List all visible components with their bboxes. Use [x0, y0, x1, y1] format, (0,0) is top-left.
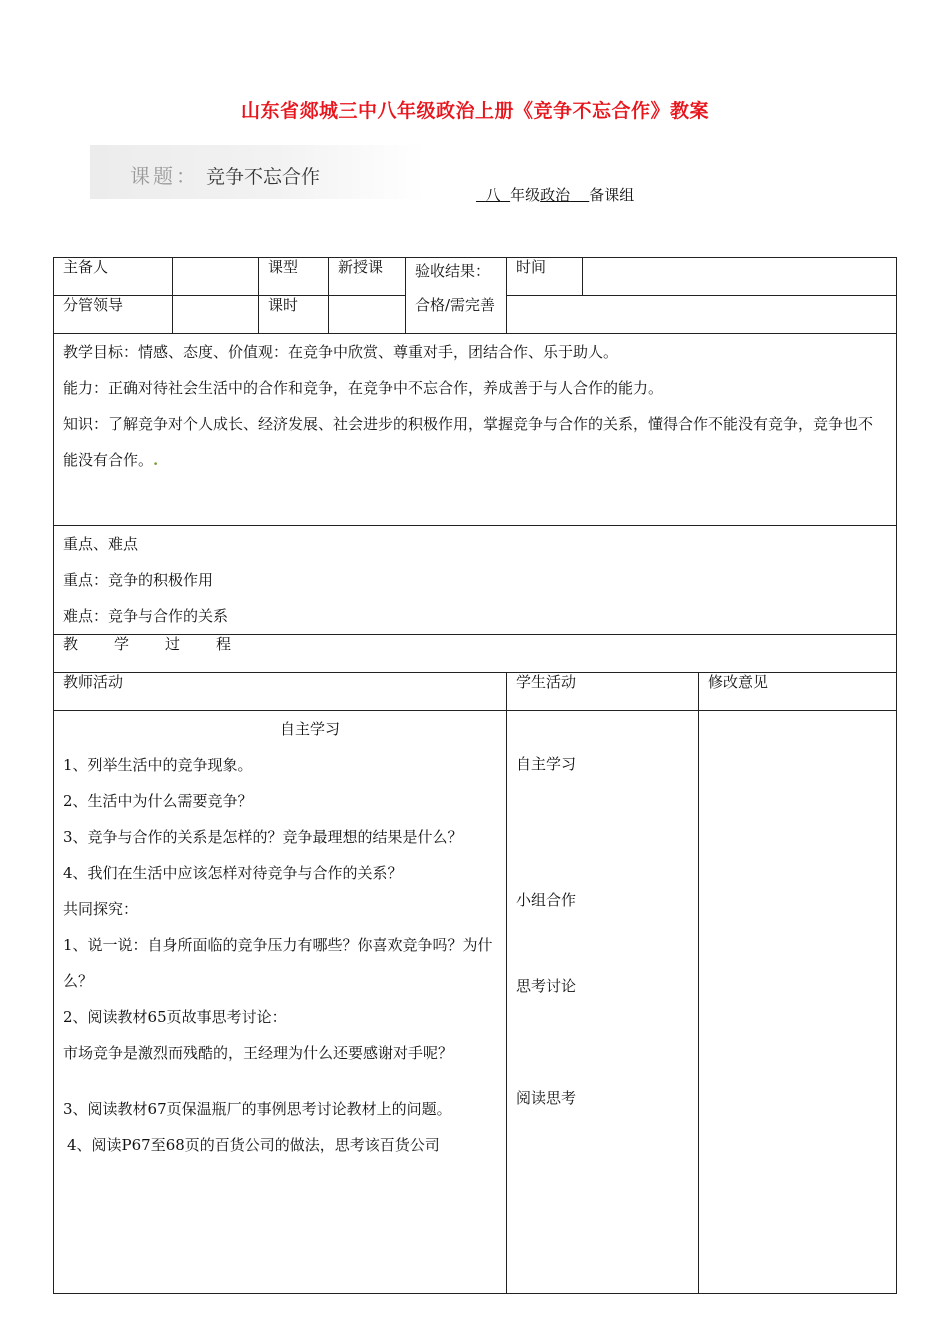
teacher-activity-cell: [54, 711, 507, 1294]
explore-4: 4、阅读P67至68页的百货公司的做法，思考该百货公司: [67, 1136, 440, 1154]
check-result-value: 合格/需完善: [415, 295, 496, 314]
objectives-cell: [54, 334, 897, 526]
notes-cell: [699, 711, 897, 1294]
supervisor-label: 分管领导: [54, 296, 173, 334]
explore-2: 2、阅读教材65页故事思考讨论：: [63, 1008, 287, 1026]
lead-preparer-label: 主备人: [54, 258, 173, 296]
lesson-type-label: 课型: [259, 258, 329, 296]
topic-label: 课题：: [130, 164, 199, 188]
process-heading: 教学过程: [63, 635, 268, 653]
activity-row: [54, 711, 897, 1294]
header-blank-cell: [507, 296, 897, 334]
document-title: 山东省郯城三中八年级政治上册《竞争不忘合作》教案: [240, 100, 709, 122]
period-label: 课时: [259, 296, 329, 334]
supervisor-value: [173, 296, 259, 334]
lesson-type-value: 新授课: [329, 258, 406, 296]
objective-ability: 能力：正确对待社会生活中的合作和竞争，在竞争中不忘合作，养成善于与人合作的能力。: [63, 379, 664, 397]
question-4: 4、我们在生活中应该怎样对待竞争与合作的关系？: [63, 864, 403, 882]
period-value: [329, 296, 406, 334]
objectives-row: [54, 334, 897, 526]
header-row-1: [54, 258, 897, 296]
check-result-label: 验收结果：: [415, 262, 491, 280]
topic-text: 竞争不忘合作: [206, 166, 321, 188]
student-group-work: 小组合作: [516, 891, 577, 909]
student-discussion: 思考讨论: [516, 977, 577, 995]
green-mark: .: [153, 451, 159, 469]
student-reading: 阅读思考: [516, 1089, 577, 1107]
question-3: 3、竞争与合作的关系是怎样的？竞争最理想的结果是什么？: [63, 828, 463, 846]
group-suffix: 备课组: [589, 186, 635, 204]
student-activity-header: 学生活动: [507, 673, 699, 711]
explore-1: 1、说一说：自身所面临的竞争压力有哪些？你喜欢竞争吗？为什么？: [63, 936, 493, 990]
key-point: 重点：竞争的积极作用: [63, 571, 214, 589]
process-row: [54, 635, 897, 673]
time-value: [583, 258, 897, 296]
grade-blank: 八: [485, 186, 501, 204]
explore-2-detail: 市场竞争是激烈而残酷的，王经理为什么还要感谢对手呢？: [63, 1044, 454, 1062]
objective-knowledge: 知识：了解竞争对个人成长、经济发展、社会进步的积极作用，掌握竞争与合作的关系，懂得合作不能没有竞争，竞争也不能没有合作。.: [63, 415, 874, 469]
check-result-cell: [406, 258, 507, 334]
difficult-point: 难点：竞争与合作的关系: [63, 607, 229, 625]
question-1: 1、列举生活中的竞争现象。: [63, 756, 253, 774]
lead-preparer-value: [173, 258, 259, 296]
process-heading-cell: [54, 635, 897, 673]
key-points-heading: 重点、难点: [63, 535, 139, 553]
lesson-plan-table: [53, 257, 897, 1294]
self-study-title: 自主学习: [279, 720, 340, 738]
time-label: 时间: [507, 258, 583, 296]
explore-3: 3、阅读教材67页保温瓶厂的事例思考讨论教材上的问题。: [63, 1100, 452, 1118]
subject-blank: 政治: [540, 186, 571, 204]
teacher-activity-header: 教师活动: [54, 673, 507, 711]
question-2: 2、生活中为什么需要竞争？: [63, 792, 253, 810]
explore-title: 共同探究：: [63, 900, 139, 918]
notes-header: 修改意见: [699, 673, 897, 711]
grade-suffix: 年级: [510, 186, 541, 204]
column-header-row: [54, 673, 897, 711]
key-points-row: [54, 526, 897, 635]
objective-emotion: 教学目标：情感、态度、价值观：在竞争中欣赏、尊重对手，团结合作、乐于助人。: [63, 343, 619, 361]
spacer: [63, 1071, 497, 1091]
topic-banner: [90, 145, 426, 199]
prep-group-line: [476, 184, 634, 205]
student-self-study: 自主学习: [516, 755, 577, 773]
student-activity-cell: [507, 711, 699, 1294]
key-points-cell: [54, 526, 897, 635]
